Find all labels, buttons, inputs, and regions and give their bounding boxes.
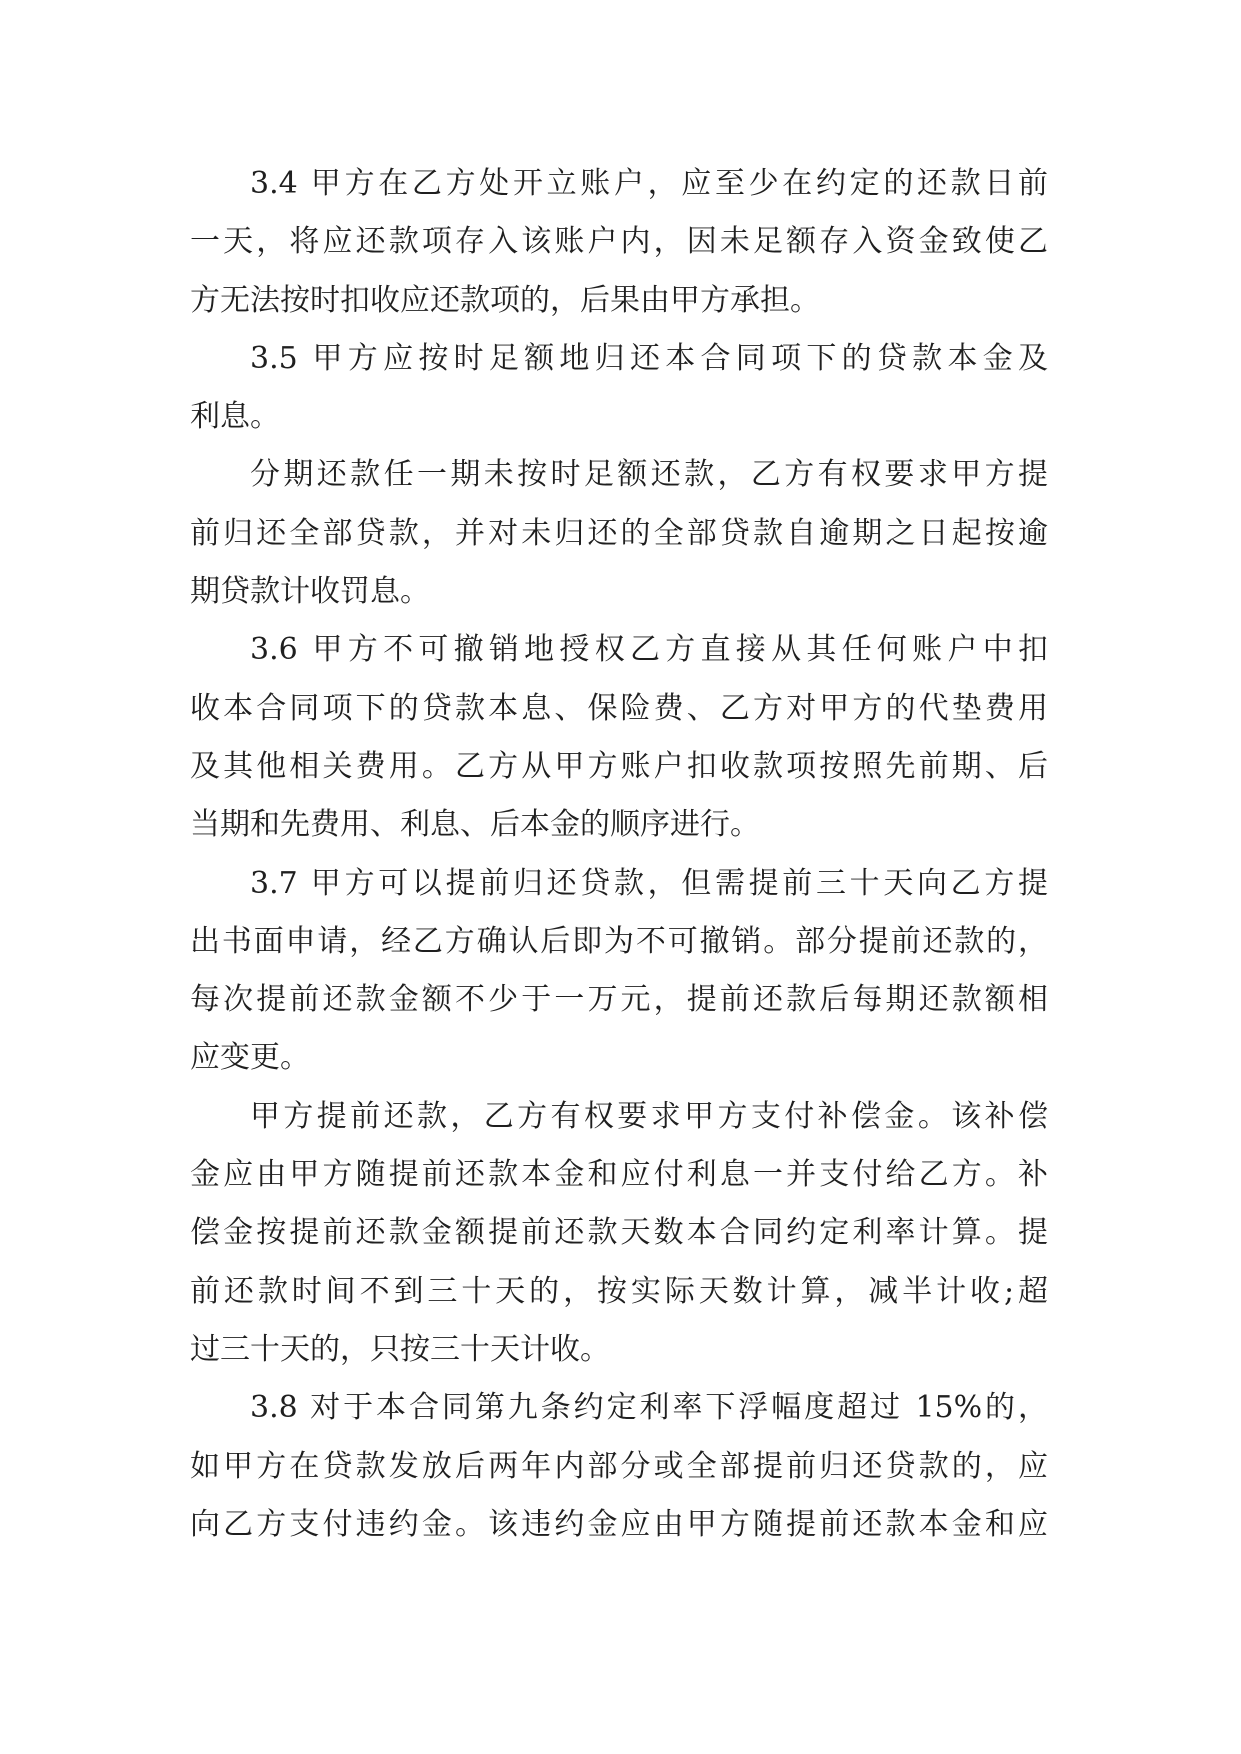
document-body <box>190 155 1048 1695</box>
para-compensation-line-1: 甲方提前还款，乙方有权要求甲方支付补偿金。该补偿 <box>250 1098 1048 1134</box>
para-installment-line-1: 分期还款任一期未按时足额还款，乙方有权要求甲方提 <box>250 457 1048 493</box>
para-3-7-line-2: 出书面申请，经乙方确认后即为不可撤销。部分提前还款的， <box>190 923 1048 959</box>
para-3-7-line-4: 应变更。 <box>190 1040 310 1076</box>
para-3-6-line-4: 当期和先费用、利息、后本金的顺序进行。 <box>190 807 760 843</box>
para-3-8-line-1: 3.8 对于本合同第九条约定利率下浮幅度超过 15%的， <box>250 1390 1048 1426</box>
para-3-8-line-3: 向乙方支付违约金。该违约金应由甲方随提前还款本金和应 <box>190 1506 1048 1542</box>
para-3-6-line-3: 及其他相关费用。乙方从甲方账户扣收款项按照先前期、后 <box>190 748 1048 784</box>
para-compensation-line-2: 金应由甲方随提前还款本金和应付利息一并支付给乙方。补 <box>190 1157 1048 1193</box>
para-compensation-line-3: 偿金按提前还款金额提前还款天数本合同约定利率计算。提 <box>190 1215 1048 1251</box>
para-3-8-line-2: 如甲方在贷款发放后两年内部分或全部提前归还贷款的，应 <box>190 1448 1048 1484</box>
para-compensation-line-5: 过三十天的，只按三十天计收。 <box>190 1331 610 1367</box>
para-3-5-line-1: 3.5 甲方应按时足额地归还本合同项下的贷款本金及 <box>250 340 1048 376</box>
para-3-7-line-3: 每次提前还款金额不少于一万元，提前还款后每期还款额相 <box>190 982 1048 1018</box>
para-installment-line-2: 前归还全部贷款，并对未归还的全部贷款自逾期之日起按逾 <box>190 515 1048 551</box>
para-3-4-line-2: 一天，将应还款项存入该账户内，因未足额存入资金致使乙 <box>190 224 1048 260</box>
para-3-7-line-1: 3.7 甲方可以提前归还贷款，但需提前三十天向乙方提 <box>250 865 1048 901</box>
para-3-4-line-1: 3.4 甲方在乙方处开立账户，应至少在约定的还款日前 <box>250 166 1048 201</box>
para-3-6-line-1: 3.6 甲方不可撤销地授权乙方直接从其任何账户中扣 <box>250 632 1048 668</box>
para-installment-line-3: 期贷款计收罚息。 <box>190 574 430 610</box>
para-3-4-line-3: 方无法按时扣收应还款项的，后果由甲方承担。 <box>190 282 820 318</box>
para-compensation-line-4: 前还款时间不到三十天的，按实际天数计算，减半计收;超 <box>190 1273 1048 1309</box>
para-3-6-line-2: 收本合同项下的贷款本息、保险费、乙方对甲方的代垫费用 <box>190 690 1048 726</box>
para-3-5-line-2: 利息。 <box>190 399 280 435</box>
